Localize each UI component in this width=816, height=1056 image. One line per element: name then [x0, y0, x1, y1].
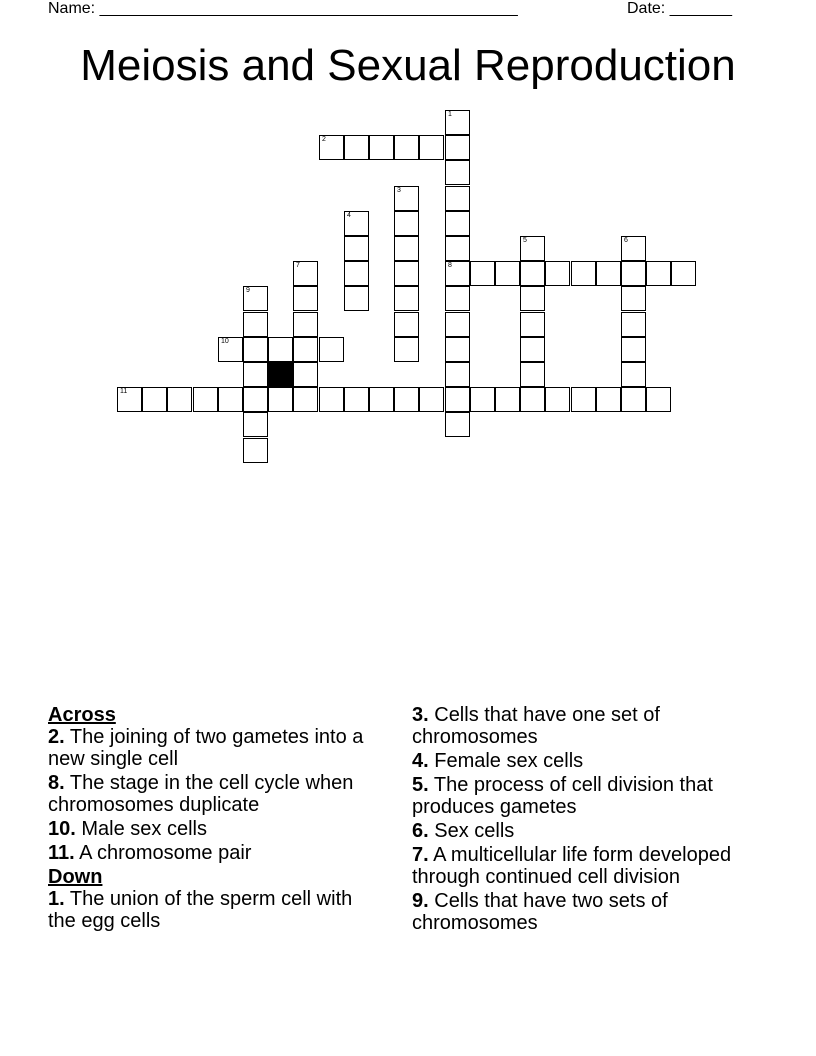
crossword-cell[interactable] — [142, 387, 167, 412]
crossword-cell[interactable] — [621, 236, 646, 261]
crossword-cell[interactable] — [394, 387, 419, 412]
crossword-cell[interactable] — [293, 362, 318, 387]
crossword-cell[interactable] — [520, 312, 545, 337]
crossword-cell[interactable] — [646, 387, 671, 412]
clue-text: Female sex cells — [428, 750, 584, 772]
crossword-cell[interactable] — [571, 261, 596, 286]
clue-across-11 — [48, 842, 373, 864]
cell-number: 10 — [221, 338, 229, 345]
crossword-cell[interactable] — [445, 261, 470, 286]
crossword-cell[interactable] — [268, 387, 293, 412]
crossword-cell[interactable] — [344, 286, 369, 311]
clue-across-8 — [48, 772, 373, 816]
clue-number: 1. — [48, 888, 65, 910]
crossword-cell[interactable] — [394, 286, 419, 311]
black-square — [268, 362, 293, 387]
crossword-cell[interactable] — [293, 261, 318, 286]
crossword-cell[interactable] — [394, 236, 419, 261]
clue-number: 8. — [48, 772, 65, 794]
cell-number: 2 — [322, 136, 326, 143]
crossword-cell[interactable] — [520, 236, 545, 261]
clue-down-4 — [412, 750, 772, 772]
crossword-cell[interactable] — [445, 186, 470, 211]
date-field-label: Date: _______ — [627, 0, 732, 17]
crossword-cell[interactable] — [167, 387, 192, 412]
clue-text: Cells that have two sets of chromosomes — [412, 890, 668, 934]
clue-text: Cells that have one set of chromosomes — [412, 704, 660, 748]
clue-down-3 — [412, 704, 772, 748]
crossword-cell[interactable] — [293, 337, 318, 362]
crossword-cell[interactable] — [243, 312, 268, 337]
across-heading: Across — [48, 704, 116, 726]
crossword-cell[interactable] — [445, 312, 470, 337]
clue-across-10 — [48, 818, 373, 840]
cell-number: 9 — [246, 287, 250, 294]
cell-number: 1 — [448, 111, 452, 118]
crossword-cell[interactable] — [520, 286, 545, 311]
crossword-cell[interactable] — [243, 412, 268, 437]
cell-number: 4 — [347, 212, 351, 219]
cell-number: 6 — [624, 237, 628, 244]
clue-text: The joining of two gametes into a new single cell — [48, 726, 364, 770]
crossword-cell[interactable] — [394, 312, 419, 337]
cell-number: 5 — [523, 237, 527, 244]
clue-text: A chromosome pair — [74, 842, 252, 864]
crossword-cell[interactable] — [621, 312, 646, 337]
crossword-cell[interactable] — [218, 337, 243, 362]
clue-number: 3. — [412, 704, 429, 726]
crossword-cell[interactable] — [596, 387, 621, 412]
name-field-label: Name: _______________________________________________ — [48, 0, 518, 17]
clue-down-6 — [412, 820, 772, 842]
crossword-cell[interactable] — [394, 337, 419, 362]
crossword-cell[interactable] — [671, 261, 696, 286]
cell-number: 11 — [120, 388, 128, 395]
crossword-cell[interactable] — [596, 261, 621, 286]
crossword-cell[interactable] — [344, 135, 369, 160]
crossword-cell[interactable] — [571, 387, 596, 412]
crossword-cell[interactable] — [520, 261, 545, 286]
clue-number: 10. — [48, 818, 76, 840]
clue-number: 7. — [412, 844, 429, 866]
crossword-cell[interactable] — [445, 110, 470, 135]
crossword-cell[interactable] — [319, 337, 344, 362]
crossword-cell[interactable] — [268, 337, 293, 362]
crossword-cell[interactable] — [445, 337, 470, 362]
clue-number: 9. — [412, 890, 429, 912]
crossword-cell[interactable] — [545, 387, 570, 412]
down-heading: Down — [48, 866, 103, 888]
crossword-cell[interactable] — [445, 412, 470, 437]
clue-down-5 — [412, 774, 772, 818]
clue-across-2 — [48, 726, 373, 770]
crossword-cell[interactable] — [117, 387, 142, 412]
clue-number: 4. — [412, 750, 429, 772]
crossword-cell[interactable] — [218, 387, 243, 412]
crossword-cell[interactable] — [545, 261, 570, 286]
clue-down-1 — [48, 888, 373, 932]
cell-number: 7 — [296, 262, 300, 269]
crossword-cell[interactable] — [445, 387, 470, 412]
crossword-cell[interactable] — [445, 362, 470, 387]
crossword-cell[interactable] — [445, 211, 470, 236]
crossword-cell[interactable] — [243, 438, 268, 463]
crossword-cell[interactable] — [419, 387, 444, 412]
crossword-cell[interactable] — [319, 387, 344, 412]
cell-number: 8 — [448, 262, 452, 269]
clues-column-right — [412, 704, 772, 936]
crossword-cell[interactable] — [445, 160, 470, 185]
clue-down-9 — [412, 890, 772, 934]
clue-text: Sex cells — [428, 820, 515, 842]
crossword-cell[interactable] — [369, 387, 394, 412]
crossword-cell[interactable] — [419, 135, 444, 160]
crossword-cell[interactable] — [495, 387, 520, 412]
clue-number: 6. — [412, 820, 429, 842]
crossword-cell[interactable] — [293, 387, 318, 412]
crossword-cell[interactable] — [621, 286, 646, 311]
crossword-cell[interactable] — [344, 211, 369, 236]
cell-number: 3 — [397, 187, 401, 194]
crossword-cell[interactable] — [243, 337, 268, 362]
clue-text: A multicellular life form developed through continued cell division — [412, 844, 732, 888]
crossword-cell[interactable] — [621, 337, 646, 362]
crossword-cell[interactable] — [520, 387, 545, 412]
crossword-cell[interactable] — [495, 261, 520, 286]
crossword-cell[interactable] — [520, 337, 545, 362]
crossword-cell[interactable] — [520, 362, 545, 387]
crossword-cell[interactable] — [193, 387, 218, 412]
crossword-cell[interactable] — [394, 135, 419, 160]
clue-down-7 — [412, 844, 772, 888]
crossword-cell[interactable] — [470, 387, 495, 412]
clue-number: 11. — [48, 842, 75, 864]
crossword-cell[interactable] — [445, 286, 470, 311]
crossword-cell[interactable] — [344, 387, 369, 412]
crossword-cell[interactable] — [319, 135, 344, 160]
crossword-cell[interactable] — [293, 312, 318, 337]
crossword-cell[interactable] — [646, 261, 671, 286]
clue-number: 5. — [412, 774, 429, 796]
crossword-cell[interactable] — [621, 261, 646, 286]
crossword-cell[interactable] — [394, 261, 419, 286]
crossword-cell[interactable] — [394, 211, 419, 236]
crossword-cell[interactable] — [470, 261, 495, 286]
crossword-cell[interactable] — [243, 286, 268, 311]
clue-number: 2. — [48, 726, 65, 748]
crossword-grid — [0, 0, 816, 480]
crossword-cell[interactable] — [369, 135, 394, 160]
crossword-cell[interactable] — [445, 135, 470, 160]
clue-text: Male sex cells — [75, 818, 207, 840]
crossword-cell[interactable] — [394, 186, 419, 211]
crossword-cell[interactable] — [344, 236, 369, 261]
crossword-cell[interactable] — [243, 387, 268, 412]
crossword-cell[interactable] — [293, 286, 318, 311]
crossword-cell[interactable] — [243, 362, 268, 387]
clue-text: The process of cell division that produces gametes — [412, 774, 713, 818]
page-title: Meiosis and Sexual Reproduction — [80, 41, 736, 90]
crossword-cell[interactable] — [621, 387, 646, 412]
crossword-cell[interactable] — [344, 261, 369, 286]
crossword-cell[interactable] — [445, 236, 470, 261]
clue-text: The stage in the cell cycle when chromosomes duplicate — [48, 772, 354, 816]
clue-text: The union of the sperm cell with the egg cells — [48, 888, 353, 932]
clues-column-left — [48, 704, 373, 934]
crossword-cell[interactable] — [621, 362, 646, 387]
